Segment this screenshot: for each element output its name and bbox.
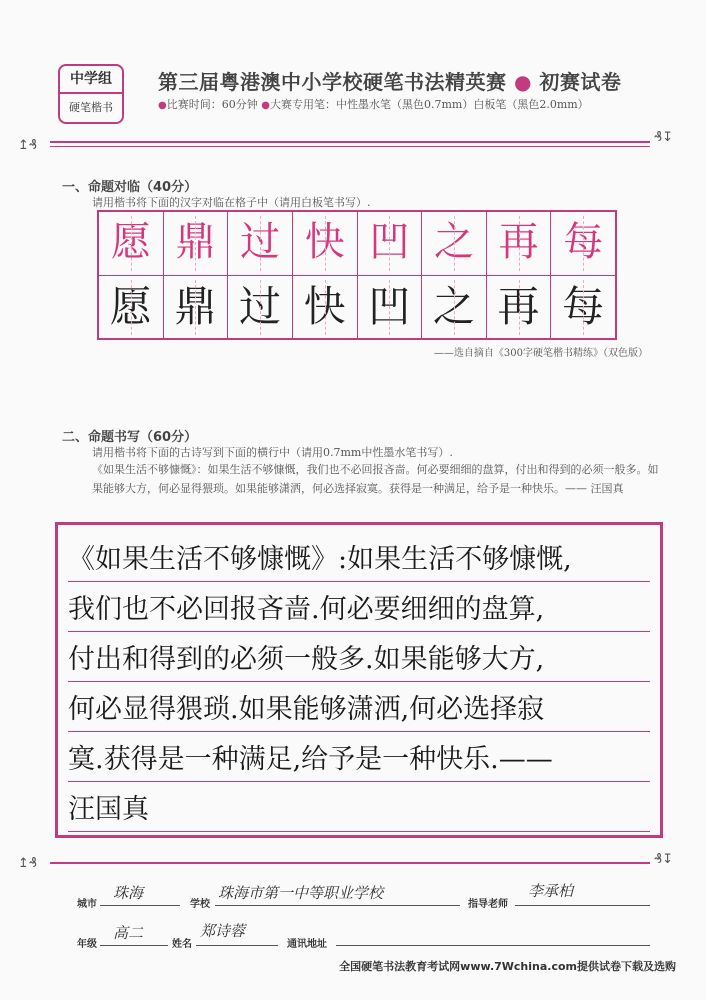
ornament-right-icon: ₰↧ [654, 130, 674, 145]
writing-area [55, 522, 663, 838]
bullet-icon: ● [158, 100, 167, 111]
copy-grid [97, 210, 617, 340]
city-label: 城市 [77, 899, 97, 910]
badge-style-label: 硬笔楷书 [69, 101, 113, 114]
group-badge [58, 64, 124, 124]
model-char-cell: 再 [487, 212, 552, 275]
copied-char-cell: 每 [551, 276, 615, 339]
grade-underline [100, 945, 168, 946]
handwritten-line: 我们也不必回报吝啬.何必要细细的盘算, [68, 585, 650, 632]
copied-char-cell: 愿 [99, 276, 164, 339]
grade-value: 高二 [113, 924, 144, 942]
teacher-underline [515, 905, 650, 906]
handwritten-line: 付出和得到的必须一般多.如果能够大方, [68, 635, 650, 682]
school-underline [215, 905, 460, 906]
model-char-cell: 愿 [99, 212, 164, 275]
bullet-icon: ● [506, 70, 540, 94]
name-underline [196, 945, 278, 946]
ornament-right-icon: ₰↧ [654, 852, 674, 867]
badge-group-label: 中学组 [60, 66, 122, 94]
exam-time: 比赛时间：60分钟 [166, 98, 258, 111]
source-citation: ——选自摘自《300字硬笔楷书精练》（双色版） [433, 348, 648, 359]
section1-instruction: 请用楷书将下面的汉字对临在格子中（请用白板笔书写）. [92, 196, 371, 209]
section2-instruction: 请用楷书将下面的古诗写到下面的横行中（请用0.7mm中性墨水笔书写）. [92, 446, 453, 459]
model-char-cell: 凹 [358, 212, 423, 275]
handwritten-line: 何必显得猥琐.如果能够潇洒,何必选择寂 [68, 685, 650, 732]
header-divider-thin [50, 146, 650, 147]
exam-title-main: 第三届粤港澳中小学校硬笔书法精英赛 [158, 70, 507, 94]
header-divider [50, 141, 650, 143]
model-char-cell: 快 [293, 212, 358, 275]
teacher-value: 李承柏 [528, 882, 574, 900]
copied-char-row [99, 276, 615, 339]
copied-char-cell: 再 [487, 276, 552, 339]
copied-char-cell: 之 [422, 276, 487, 339]
handwritten-line: 汪国真 [68, 785, 650, 832]
exam-title [158, 66, 621, 95]
grade-label: 年级 [77, 939, 97, 950]
city-underline [100, 905, 180, 906]
exam-title-suffix: 初赛试卷 [539, 70, 622, 94]
handwritten-line: 《如果生活不够慷慨》:如果生活不够慷慨, [68, 535, 650, 582]
model-char-cell: 鼎 [164, 212, 229, 275]
ornament-left-icon: ↥₰ [18, 138, 38, 153]
exam-pens: 大赛专用笔：中性墨水笔（黑色0.7mm）白板笔（黑色2.0mm） [269, 98, 589, 111]
copied-char-cell: 鼎 [164, 276, 229, 339]
name-label: 姓名 [172, 939, 192, 950]
copied-char-cell: 过 [228, 276, 293, 339]
ornament-left-icon: ↥₰ [18, 856, 38, 871]
model-char-cell: 过 [228, 212, 293, 275]
teacher-label: 指导老师 [468, 899, 508, 910]
footer-divider [50, 862, 650, 864]
footer-website-note: 全国硬笔书法教育考试网www.7Wchina.com提供试卷下载及选购 [339, 960, 676, 973]
copied-char-cell: 快 [293, 276, 358, 339]
copied-char-cell: 凹 [358, 276, 423, 339]
model-char-cell: 之 [422, 212, 487, 275]
bullet-icon: ● [261, 100, 270, 111]
address-underline [336, 945, 650, 946]
city-value: 珠海 [113, 884, 144, 902]
name-value: 郑诗蓉 [200, 922, 246, 940]
poem-passage: 《如果生活不够慷慨》：如果生活不够慷慨，我们也不必回报吝啬。何必要细细的盘算，付出和得到的必须一般多。如果能够大方，何必显得猥琐。如果能够潇洒，何必选择寂寞。获得是一种满足，给予是一种快乐。—— 汪国真 [92, 463, 659, 495]
model-char-cell: 每 [551, 212, 615, 275]
address-label: 通讯地址 [287, 939, 327, 950]
school-value: 珠海市第一中等职业学校 [218, 884, 384, 902]
handwritten-line: 寞.获得是一种满足,给予是一种快乐.—— [68, 735, 650, 782]
model-char-row [99, 212, 615, 276]
section2-heading: 二、命题书写（60分） [62, 430, 198, 445]
school-label: 学校 [190, 899, 210, 910]
exam-subtitle [158, 96, 589, 112]
section1-heading: 一、命题对临（40分） [62, 180, 198, 195]
